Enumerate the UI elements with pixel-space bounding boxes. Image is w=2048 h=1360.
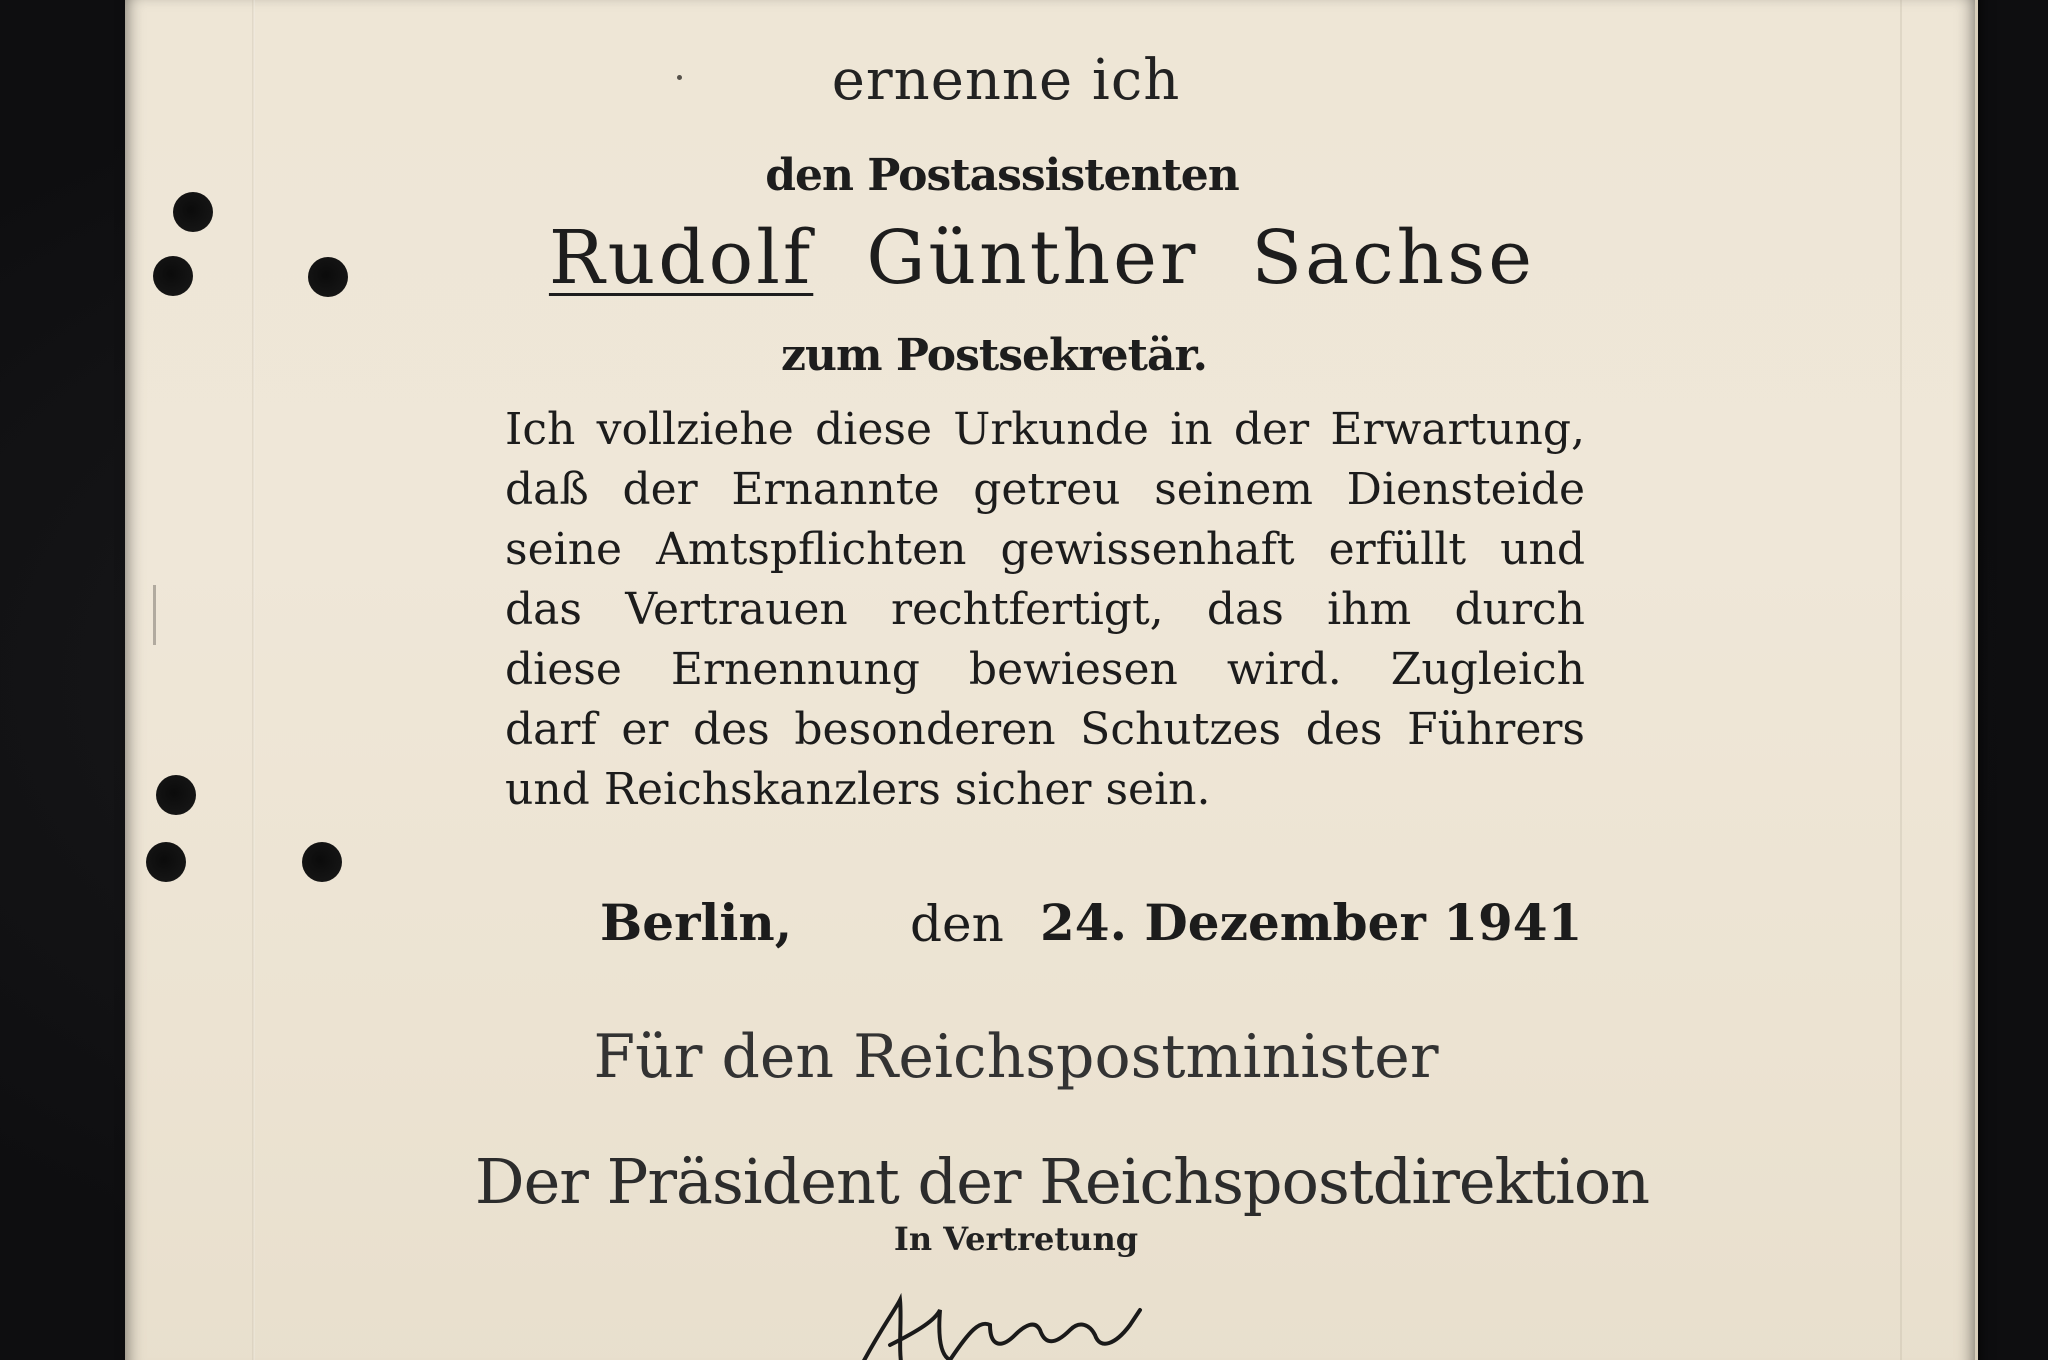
signature xyxy=(840,1290,1220,1360)
body-line: diese Ernennung bewiesen wird. Zugleich xyxy=(505,644,1585,695)
paper-mark xyxy=(153,585,156,645)
certificate-body xyxy=(505,400,1585,820)
body-line: und Reichskanzlers sicher sein. xyxy=(505,764,1211,815)
current-rank: den Postassistenten xyxy=(765,150,1239,201)
deputy-line: In Vertretung xyxy=(893,1220,1139,1258)
body-line: seine Amtspflichten gewissenhaft erfüllt und xyxy=(505,524,1585,575)
body-line: das Vertrauen rechtfertigt, das ihm durch xyxy=(505,584,1585,635)
authority-line: Für den Reichspostminister xyxy=(593,1022,1439,1092)
new-rank: zum Postsekretär. xyxy=(781,330,1207,381)
place: Berlin, xyxy=(600,893,793,952)
president-line: Der Präsident der Reichspostdirektion xyxy=(474,1145,1650,1218)
body-line: daß der Ernannte getreu seinem Diensteide xyxy=(505,464,1585,515)
appointee-middle-name: Günther xyxy=(866,215,1199,301)
punch-hole xyxy=(146,842,186,882)
appointee-first-name: Rudolf xyxy=(548,215,814,301)
date: 24. Dezember 1941 xyxy=(1040,893,1583,952)
date-prefix: den xyxy=(910,895,1004,953)
body-line: Ich vollziehe diese Urkunde in der Erwartung, xyxy=(505,404,1585,455)
punch-hole xyxy=(302,842,342,882)
punch-hole xyxy=(156,775,196,815)
appointee-last-name: Sachse xyxy=(1251,215,1536,301)
body-line: darf er des besonderen Schutzes des Führers xyxy=(505,704,1585,755)
appointee-name xyxy=(18,215,2048,301)
appointment-phrase: ernenne ich xyxy=(831,48,1181,113)
